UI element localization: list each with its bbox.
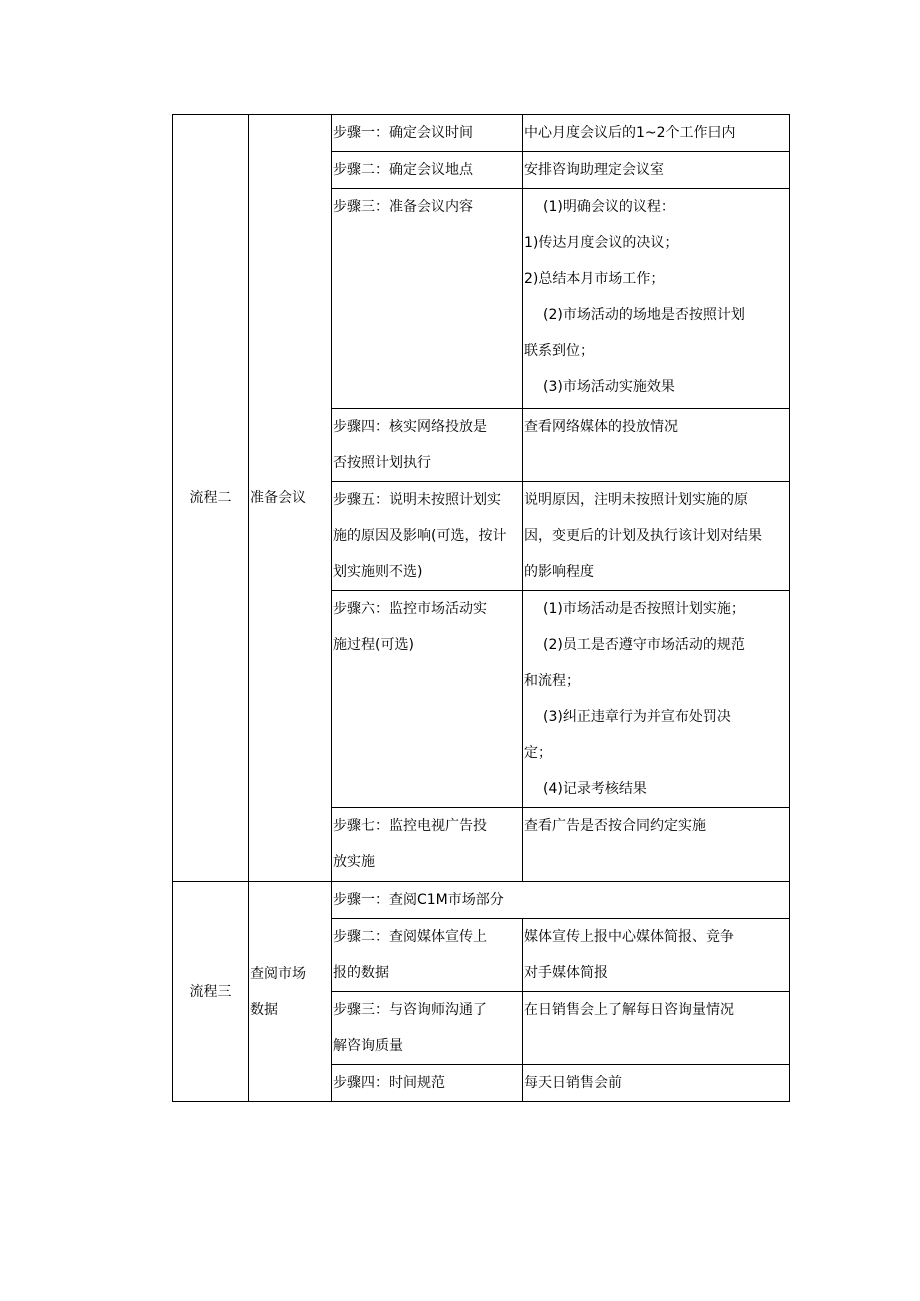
step-cell: 步骤一：查阅C1M市场部分 [332,882,790,919]
step-line: 划实施则不选) [333,564,423,580]
step-cell [332,409,523,482]
detail-cell: 查看网络媒体的投放情况 [523,409,790,482]
detail-cell: 在日销售会上了解每日咨询量情况 [523,992,790,1065]
detail-line: (3)纠正违章行为并宣布处罚决 [543,709,731,725]
detail-cell [523,919,790,992]
step-cell [332,482,523,591]
step-cell [332,919,523,992]
detail-line: 的影响程度 [524,564,594,580]
flow-2-label: 流程二 [173,115,249,882]
step-cell [332,992,523,1065]
detail-cell [523,591,790,808]
step-cell: 步骤二：确定会议地点 [332,152,523,189]
step-line: 放实施 [333,854,375,870]
step-line: 步骤五：说明未按照计划实 [333,492,501,508]
detail-line: 媒体宣传上报中心媒体简报、竞争 [524,929,734,945]
flow-3-stage [249,882,332,1102]
step-line: 施的原因及影响(可选，按计 [333,528,507,544]
detail-line: 定； [524,745,552,761]
detail-line: (2)员工是否遵守市场活动的规范 [543,637,745,653]
detail-line: (1)明确会议的议程： [543,199,675,215]
table-row [173,115,790,152]
step-cell: 步骤四：时间规范 [332,1065,523,1102]
detail-cell: 安排咨询助理定会议室 [523,152,790,189]
detail-cell [523,189,790,409]
detail-line: 和流程； [524,673,580,689]
detail-line: 1)传达月度会议的决议； [524,235,679,251]
detail-cell [523,482,790,591]
flow-2-stage: 准备会议 [249,115,332,882]
detail-line: (4)记录考核结果 [543,781,647,797]
stage-line: 查阅市场 [250,965,306,982]
step-line: 步骤三：与咨询师沟通了 [333,1002,487,1018]
step-cell: 步骤一：确定会议时间 [332,115,523,152]
detail-cell: 中心月度会议后的1~2个工作曰内 [523,115,790,152]
detail-cell: 查看广告是否按合同约定实施 [523,808,790,882]
step-cell [332,808,523,882]
step-line: 否按照计划执行 [333,455,431,471]
process-table [172,114,790,1102]
detail-line: (3)市场活动实施效果 [543,379,675,395]
detail-line: 联系到位； [524,343,594,359]
flow-3-label: 流程三 [173,882,249,1102]
detail-cell: 每天日销售会前 [523,1065,790,1102]
detail-line: 2)总结本月市场工作； [524,271,665,287]
step-line: 步骤六：监控市场活动实 [333,601,487,617]
detail-line: (2)市场活动的场地是否按照计划 [543,307,745,323]
detail-line: 因，变更后的计划及执行该计划对结果 [524,528,762,544]
step-line: 步骤四：核实网络投放是 [333,419,487,435]
step-line: 解咨询质量 [333,1038,403,1054]
table-row [173,882,790,919]
step-cell: 步骤三：准备会议内容 [332,189,523,409]
step-line: 报的数据 [333,965,389,981]
detail-line: 对手媒体简报 [524,965,608,981]
step-cell [332,591,523,808]
step-line: 步骤二：查阅媒体宣传上 [333,929,487,945]
step-line: 步骤七：监控电视广告投 [333,818,487,834]
step-line: 施过程(可选) [333,637,414,653]
detail-line: 说明原因，注明未按照计划实施的原 [524,492,748,508]
stage-line: 数据 [250,1001,278,1018]
detail-line: (1)市场活动是否按照计划实施； [543,601,745,617]
